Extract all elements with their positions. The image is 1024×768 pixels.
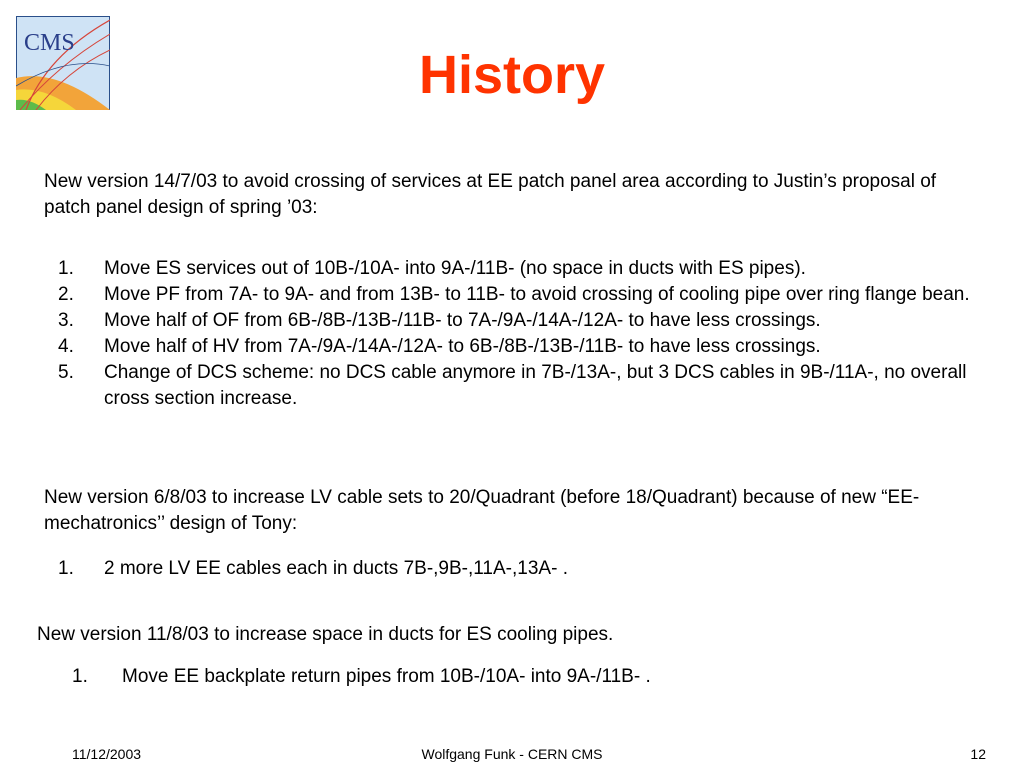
- list-item: 1. 2 more LV EE cables each in ducts 7B-,9B-,11A-,13A- .: [58, 558, 568, 579]
- cms-logo-text: CMS: [24, 30, 75, 56]
- section-2-intro: New version 6/8/03 to increase LV cable sets to 20/Quadrant (before 18/Quadrant) because of new “EE-mechatronics’’ design of Tony:: [44, 487, 920, 534]
- list-item: 4. Move half of HV from 7A-/9A-/14A-/12A- to 6B-/8B-/13B-/11B- to have less crossings.: [58, 336, 821, 357]
- list-item: 1. Move EE backplate return pipes from 10B-/10A- into 9A-/11B- .: [72, 666, 651, 687]
- section-1-list: [58, 256, 978, 412]
- page-title: History: [418, 45, 606, 105]
- section-3-intro: New version 11/8/03 to increase space in ducts for ES cooling pipes.: [37, 624, 614, 645]
- section-2-list: [58, 556, 978, 582]
- list-item: 5. Change of DCS scheme: no DCS cable anymore in 7B-/13A-, but 3 DCS cables in 9B-/11A-, no overall cross section increase.: [58, 362, 967, 409]
- footer-author: Wolfgang Funk - CERN CMS: [421, 746, 603, 762]
- list-item: 1. Move ES services out of 10B-/10A- into 9A-/11B- (no space in ducts with ES pipes).: [58, 258, 806, 279]
- list-item: 2. Move PF from 7A- to 9A- and from 13B- to 11B- to avoid crossing of cooling pipe over ring flange bean.: [58, 284, 970, 305]
- section-3-list: [72, 664, 972, 690]
- section-1-intro: New version 14/7/03 to avoid crossing of services at EE patch panel area according to Justin’s proposal of patch panel design of spring ’03:: [44, 171, 937, 218]
- footer-date: 11/12/2003: [72, 746, 142, 762]
- footer-page-number: 12: [970, 746, 986, 762]
- list-item: 3. Move half of OF from 6B-/8B-/13B-/11B- to 7A-/9A-/14A-/12A- to have less crossings.: [58, 310, 821, 331]
